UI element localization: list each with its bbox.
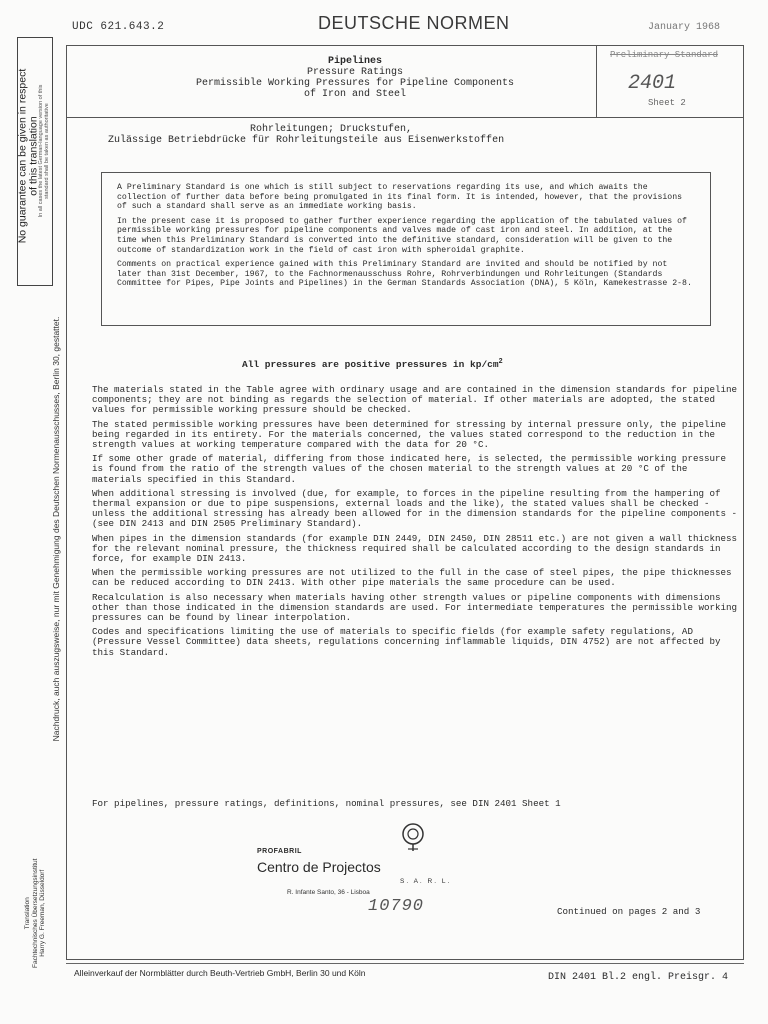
authority-line: standard shall be taken as authoritative — [44, 103, 50, 199]
udc-code: UDC 621.643.2 — [72, 21, 165, 33]
stamp-legal-form: S. A. R. L. — [400, 878, 452, 885]
authority-line: In all cases the latest German-language version of this — [38, 84, 44, 218]
pressure-units-note — [242, 358, 503, 370]
din-number: 2401 — [628, 72, 677, 95]
pressure-note-text: All pressures are positive pressures in kp/cm — [242, 359, 499, 371]
footer-rule — [66, 963, 744, 964]
german-title-line: Zulässige Betriebdrücke für Rohrleitungsteile aus Eisenwerkstoffen — [108, 135, 505, 146]
stamp-address: R. Infante Santo, 36 - Lisboa — [287, 889, 370, 896]
preliminary-notice-text — [117, 183, 695, 294]
notice-paragraph: Comments on practical experience gained with this Preliminary Standard are invited and should be notified by not later than 31st December, 1967, to the Fachnormenausschuss Rohre, Rohrverbindungen und Rohrleitungen (Standards Committee for Pipes, Pipe Joints and Pipelines) in the German Standards Association (DNA), 5 Köln, Kamekestrasse 2-8. — [117, 260, 692, 289]
disclaimer-line: No guarantee can be given in respect — [16, 68, 29, 244]
credit-line: Harry G. Freeman, Düsseldorf — [38, 869, 46, 957]
body-paragraph: Codes and specifications limiting the use of materials to specific fields (for example safety regulations, AD (Pressure Vessel Committee) data sheets, regulations concerning inflammable liquids, DIN 4752) are not affected by this Standard. — [92, 626, 721, 658]
title-line: of Iron and Steel — [303, 89, 407, 100]
header-divider — [66, 117, 744, 118]
title-line: Pressure Ratings — [306, 67, 403, 78]
title-block — [120, 56, 590, 100]
german-title-line: Rohrleitungen; Druckstufen, — [250, 124, 413, 135]
disclaimer-line: of this translation — [27, 116, 40, 196]
organization-title: DEUTSCHE NORMEN — [318, 13, 510, 33]
body-text — [92, 385, 742, 662]
title-line: Permissible Working Pressures for Pipeline Components — [195, 78, 515, 89]
body-paragraph: When the permissible working pressures are not utilized to the full in the case of steel pipes, the pipe thicknesses can be reduced according to DIN 2413. With other pipe materials the same procedure can be used. — [92, 567, 732, 589]
credit-line: Translation — [23, 897, 31, 930]
german-title — [108, 124, 728, 146]
document-reference: DIN 2401 Bl.2 engl. Preisgr. 4 — [548, 972, 729, 983]
translation-disclaimer — [18, 33, 40, 280]
pressure-note-exponent: 2 — [498, 358, 503, 366]
translation-authority-note — [38, 45, 50, 257]
body-paragraph: When pipes in the dimension standards (for example DIN 2449, DIN 2450, DIN 28511 etc.) are not given a wall thickness for the relevant nominal pressure, the thickness required shall be calculated according to the design standards in force, for example DIN 2413. — [92, 532, 738, 565]
sheet-number: Sheet 2 — [648, 98, 686, 108]
notice-paragraph: A Preliminary Standard is one which is still subject to reservations regarding its use, and which awaits the collection of further data before being promulgated in its final form. It is intended, however, that the provisions of such a standard shall serve as an immediate working basis. — [117, 183, 683, 212]
title-line: Pipelines — [327, 56, 382, 67]
body-paragraph: When additional stressing is involved (due, for example, to forces in the pipeline resulting from the hampering of thermal expansion or due to pipe suspensions, external loads and the like), the stated values shall be checked - unless the additional stressing has already been allowed for in the dimension standards for the pipeline components - (see DIN 2413 and DIN 2505 Preliminary Standard). — [92, 487, 738, 530]
stamp-number: 10790 — [368, 897, 425, 916]
body-paragraph: The stated permissible working pressures have been determined for stressing by internal pressure only, the pipeline being regarded in its entirety. For the materials concerned, the values stated correspond to the reduction in the strength values at working temperature compared with the data for 20 °C. — [92, 418, 727, 451]
body-paragraph: The materials stated in the Table agree with ordinary usage and are contained in the dimension standards for pipeline components; they are not binding as regards the selection of material. If other materials are adopted, the stated values for permissible working pressure should be checked. — [92, 384, 738, 416]
preliminary-standard-label: Preliminary Standard — [610, 50, 719, 60]
continued-note: Continued on pages 2 and 3 — [557, 906, 701, 917]
body-paragraph: Recalculation is also necessary when materials having other strength values or pipeline components with dimensions other than those indicated in the dimension standards are used. For intermediate temperatures the permissible working pressures can be found by linear interpolation. — [92, 591, 738, 624]
translation-credit — [24, 828, 47, 998]
issue-date: January 1968 — [648, 22, 721, 33]
stamp-company-name: Centro de Projectos — [257, 859, 381, 875]
stamp-brand: PROFABRIL — [257, 848, 302, 855]
credit-line: Fachtechnisches Übersetzungsinstitut — [31, 858, 39, 968]
notice-paragraph: In the present case it is proposed to gather further experience regarding the application of the tabulated values of permissible working pressures for pipeline components and valves made of cast iron and steel. In addition, at the time when this Preliminary Standard is converted into the definitive standard, consideration will be given to the outcome of standardization work in the field of cast iron with spheroidal graphite. — [117, 216, 687, 255]
sales-note: Alleinverkauf der Normblätter durch Beuth-Vertrieb GmbH, Berlin 30 und Köln — [74, 968, 366, 978]
reprint-notice: Nachdruck, auch auszugsweise, nur mit Genehmigung des Deutschen Normenausschusses, Berlin 30, gestattet. — [51, 316, 61, 742]
body-paragraph: If some other grade of material, differing from those indicated here, is selected, the permissible working pressure is found from the ratio of the strength values of the chosen material to the strength values at 20 °C of the materials specified in this Standard. — [92, 453, 727, 485]
see-also-reference: For pipelines, pressure ratings, definitions, nominal pressures, see DIN 2401 Sheet 1 — [92, 798, 561, 809]
profabril-logo-icon — [398, 822, 428, 852]
